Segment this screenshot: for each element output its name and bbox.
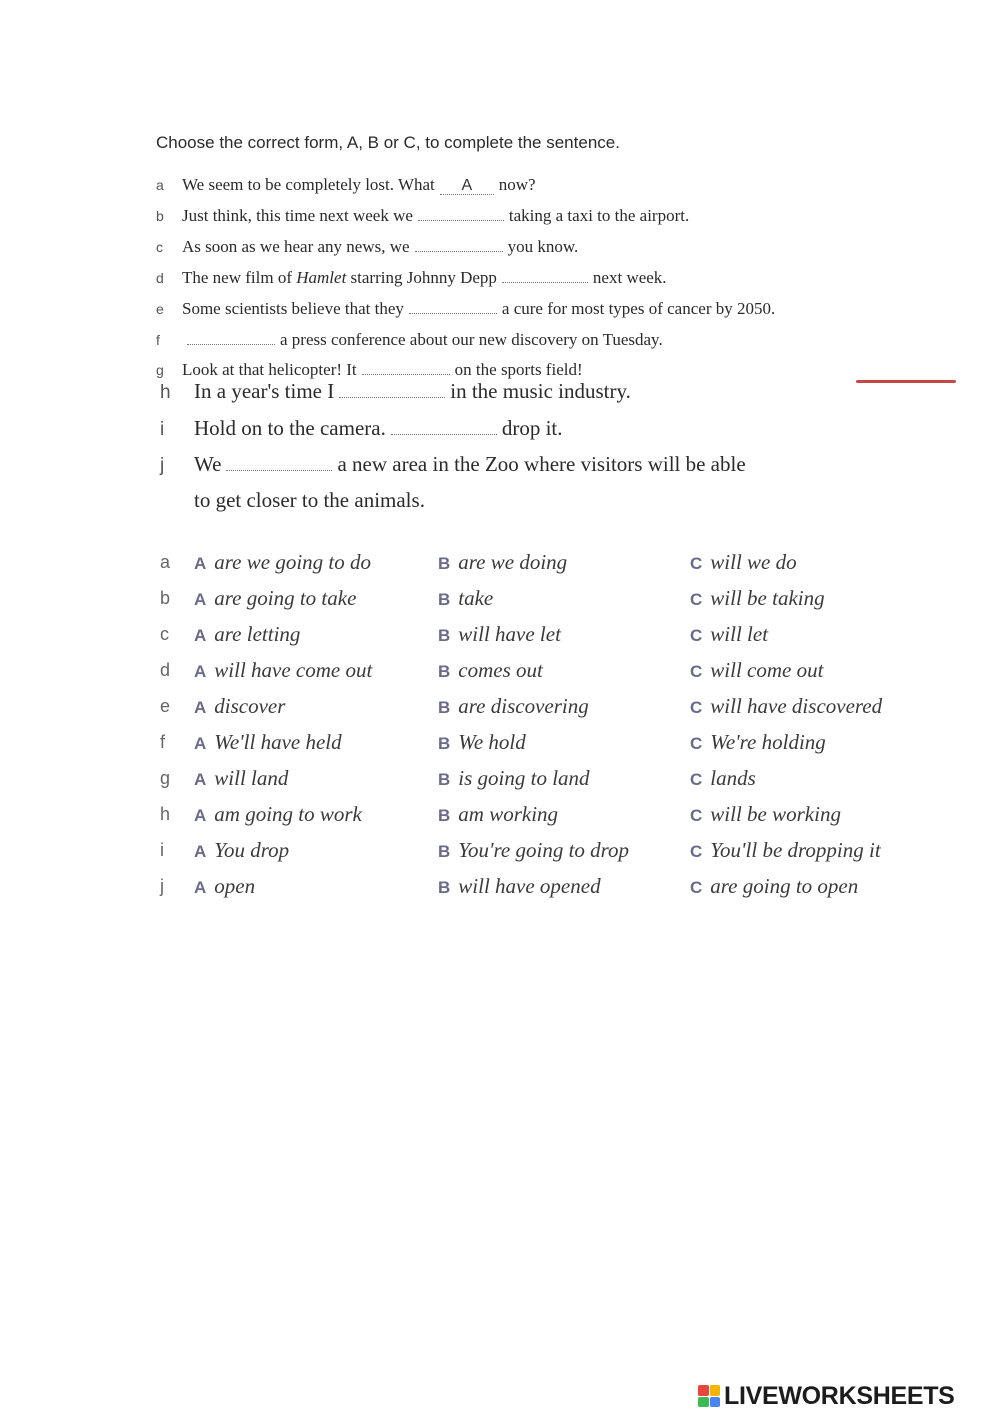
option-row-h — [160, 802, 940, 832]
option-text: will have discovered — [710, 694, 883, 718]
option-text: will land — [214, 766, 289, 790]
question-e — [156, 299, 775, 319]
answer-blank-b[interactable] — [418, 206, 504, 221]
logo-square — [710, 1385, 721, 1396]
option-c-B[interactable] — [438, 622, 561, 647]
option-h-B[interactable] — [438, 802, 558, 827]
option-d-B[interactable] — [438, 658, 543, 683]
question-text-before: In a year's time I — [194, 379, 335, 403]
option-a-B[interactable] — [438, 550, 567, 575]
question-letter: f — [156, 332, 160, 348]
liveworksheets-logo-text: LIVEWORKSHEETS — [724, 1381, 955, 1410]
option-e-C[interactable] — [690, 694, 882, 719]
option-label: B — [438, 770, 451, 789]
question-g — [156, 360, 583, 380]
question-text-before: The new film of — [182, 268, 292, 287]
option-text: is going to land — [458, 766, 590, 790]
question-text-after: next week. — [592, 268, 667, 287]
question-letter: d — [156, 270, 164, 286]
question-text-before: Hold on to the camera. — [194, 416, 386, 440]
option-label: C — [690, 878, 703, 897]
question-text-after: a press conference about our new discovery on Tuesday. — [280, 330, 663, 349]
option-h-A[interactable] — [194, 802, 362, 827]
answer-blank-a[interactable]: A — [440, 178, 494, 195]
option-label: C — [690, 554, 703, 573]
liveworksheets-logo-icon — [698, 1385, 720, 1407]
option-row-f — [160, 730, 940, 760]
question-text-after: you know. — [507, 237, 579, 256]
option-label: C — [690, 842, 703, 861]
question-text-before-2: starring Johnny Depp — [350, 268, 497, 287]
option-text: are we doing — [458, 550, 568, 574]
film-title: Hamlet — [296, 268, 347, 287]
option-g-C[interactable] — [690, 766, 756, 791]
question-j — [160, 452, 746, 477]
option-row-b — [160, 586, 940, 616]
option-row-letter: a — [160, 552, 171, 572]
option-text: will let — [710, 622, 769, 646]
option-row-c — [160, 622, 940, 652]
option-row-letter: g — [160, 768, 171, 788]
option-label: A — [194, 554, 207, 573]
instruction-text: Choose the correct form, A, B or C, to complete the sentence. — [156, 133, 620, 152]
logo-square — [710, 1397, 721, 1408]
option-j-C[interactable] — [690, 874, 858, 899]
question-text-after: now? — [498, 175, 536, 194]
option-text: will be working — [710, 802, 841, 826]
option-d-A[interactable] — [194, 658, 372, 683]
option-row-letter: h — [160, 804, 171, 824]
option-label: B — [438, 878, 451, 897]
option-text: will have opened — [458, 874, 601, 898]
option-text: We hold — [458, 730, 526, 754]
option-b-C[interactable] — [690, 586, 825, 611]
option-text: will come out — [710, 658, 824, 682]
option-label: C — [690, 590, 703, 609]
question-text-before: Just think, this time next week we — [182, 206, 413, 225]
option-text: discover — [214, 694, 286, 718]
option-b-A[interactable] — [194, 586, 356, 611]
option-e-B[interactable] — [438, 694, 589, 719]
answer-blank-g[interactable] — [362, 360, 450, 375]
question-text-after: in the music industry. — [450, 379, 631, 403]
option-row-letter: f — [160, 732, 166, 752]
option-label: B — [438, 662, 451, 681]
option-label: A — [194, 806, 207, 825]
question-b — [156, 206, 689, 226]
option-text: open — [214, 874, 256, 898]
answer-blank-c[interactable] — [415, 237, 503, 252]
question-letter: e — [156, 301, 164, 317]
question-letter: c — [156, 239, 163, 255]
option-i-B[interactable] — [438, 838, 629, 863]
question-letter: g — [156, 362, 164, 378]
option-d-C[interactable] — [690, 658, 823, 683]
option-text: will have let — [458, 622, 561, 646]
question-text-after: on the sports field! — [454, 360, 583, 379]
option-text: take — [458, 586, 494, 610]
option-row-e — [160, 694, 940, 724]
answer-blank-j[interactable] — [226, 454, 332, 471]
option-row-letter: c — [160, 624, 169, 644]
option-g-B[interactable] — [438, 766, 590, 791]
option-row-letter: j — [160, 876, 164, 896]
option-b-B[interactable] — [438, 586, 493, 611]
option-i-A[interactable] — [194, 838, 289, 863]
question-i — [160, 416, 563, 441]
option-text: We're holding — [710, 730, 826, 754]
answer-blank-i[interactable] — [391, 418, 497, 435]
question-text-after: taking a taxi to the airport. — [508, 206, 690, 225]
option-text: comes out — [458, 658, 543, 682]
option-i-C[interactable] — [690, 838, 881, 863]
option-label: A — [194, 698, 207, 717]
option-text: You're going to drop — [458, 838, 630, 862]
option-text: are going to open — [710, 874, 859, 898]
option-label: C — [690, 626, 703, 645]
option-text: will we do — [710, 550, 797, 574]
option-text: will be taking — [710, 586, 825, 610]
option-f-A[interactable] — [194, 730, 342, 755]
red-divider-line — [856, 380, 956, 383]
option-label: B — [438, 698, 451, 717]
option-g-A[interactable] — [194, 766, 288, 791]
logo-square — [698, 1397, 709, 1408]
option-label: B — [438, 590, 451, 609]
option-a-C[interactable] — [690, 550, 797, 575]
option-j-A[interactable] — [194, 874, 255, 899]
option-c-A[interactable] — [194, 622, 300, 647]
question-letter: b — [156, 208, 164, 224]
option-row-letter: b — [160, 588, 171, 608]
question-letter: a — [156, 177, 164, 193]
option-label: A — [194, 662, 207, 681]
question-text-before: Some scientists believe that they — [182, 299, 404, 318]
question-j-line2: to get closer to the animals. — [194, 488, 425, 512]
question-letter: j — [160, 455, 165, 476]
question-f — [156, 330, 663, 350]
option-label: B — [438, 842, 451, 861]
option-label: B — [438, 626, 451, 645]
option-label: B — [438, 806, 451, 825]
option-row-letter: d — [160, 660, 171, 680]
option-label: B — [438, 734, 451, 753]
option-row-j — [160, 874, 940, 904]
question-letter: i — [160, 419, 165, 440]
option-row-d — [160, 658, 940, 688]
option-text: will have come out — [214, 658, 373, 682]
option-label: C — [690, 734, 703, 753]
option-row-g — [160, 766, 940, 796]
option-text: am going to work — [214, 802, 362, 826]
option-label: B — [438, 554, 451, 573]
option-row-letter: e — [160, 696, 171, 716]
option-text: You drop — [214, 838, 290, 862]
option-label: A — [194, 770, 207, 789]
option-text: am working — [458, 802, 559, 826]
option-text: lands — [710, 766, 756, 790]
option-row-a — [160, 550, 940, 580]
liveworksheets-logo[interactable] — [698, 1381, 955, 1411]
option-label: A — [194, 734, 207, 753]
option-e-A[interactable] — [194, 694, 285, 719]
option-c-C[interactable] — [690, 622, 768, 647]
option-f-B[interactable] — [438, 730, 526, 755]
answer-blank-h[interactable] — [339, 381, 445, 398]
option-label: C — [690, 770, 703, 789]
question-letter: h — [160, 382, 171, 403]
option-j-B[interactable] — [438, 874, 601, 899]
option-text: are going to take — [214, 586, 357, 610]
question-h — [160, 379, 631, 404]
option-text: We'll have held — [214, 730, 342, 754]
question-text-before: We — [194, 452, 222, 476]
question-text-before: We seem to be completely lost. What — [182, 175, 435, 194]
answer-blank-d[interactable] — [502, 268, 588, 283]
option-row-letter: i — [160, 840, 164, 860]
option-row-i — [160, 838, 940, 868]
question-a — [156, 175, 536, 195]
option-text: are we going to do — [214, 550, 371, 574]
option-label: C — [690, 806, 703, 825]
option-f-C[interactable] — [690, 730, 826, 755]
option-label: C — [690, 662, 703, 681]
option-h-C[interactable] — [690, 802, 841, 827]
question-d — [156, 268, 667, 288]
option-label: A — [194, 590, 207, 609]
question-text-after: drop it. — [501, 416, 563, 440]
option-text: are discovering — [458, 694, 589, 718]
question-text-after: a cure for most types of cancer by 2050. — [501, 299, 776, 318]
answer-blank-e[interactable] — [409, 299, 497, 314]
answer-blank-f[interactable] — [187, 330, 275, 345]
option-text: are letting — [214, 622, 301, 646]
question-text-before: As soon as we hear any news, we — [182, 237, 410, 256]
question-c — [156, 237, 578, 257]
question-text-after: a new area in the Zoo where visitors will be able — [337, 452, 746, 476]
question-text-before: Look at that helicopter! It — [182, 360, 357, 379]
option-label: C — [690, 698, 703, 717]
option-label: A — [194, 842, 207, 861]
option-label: A — [194, 626, 207, 645]
logo-square — [698, 1385, 709, 1396]
option-text: You'll be dropping it — [710, 838, 881, 862]
option-a-A[interactable] — [194, 550, 371, 575]
option-label: A — [194, 878, 207, 897]
